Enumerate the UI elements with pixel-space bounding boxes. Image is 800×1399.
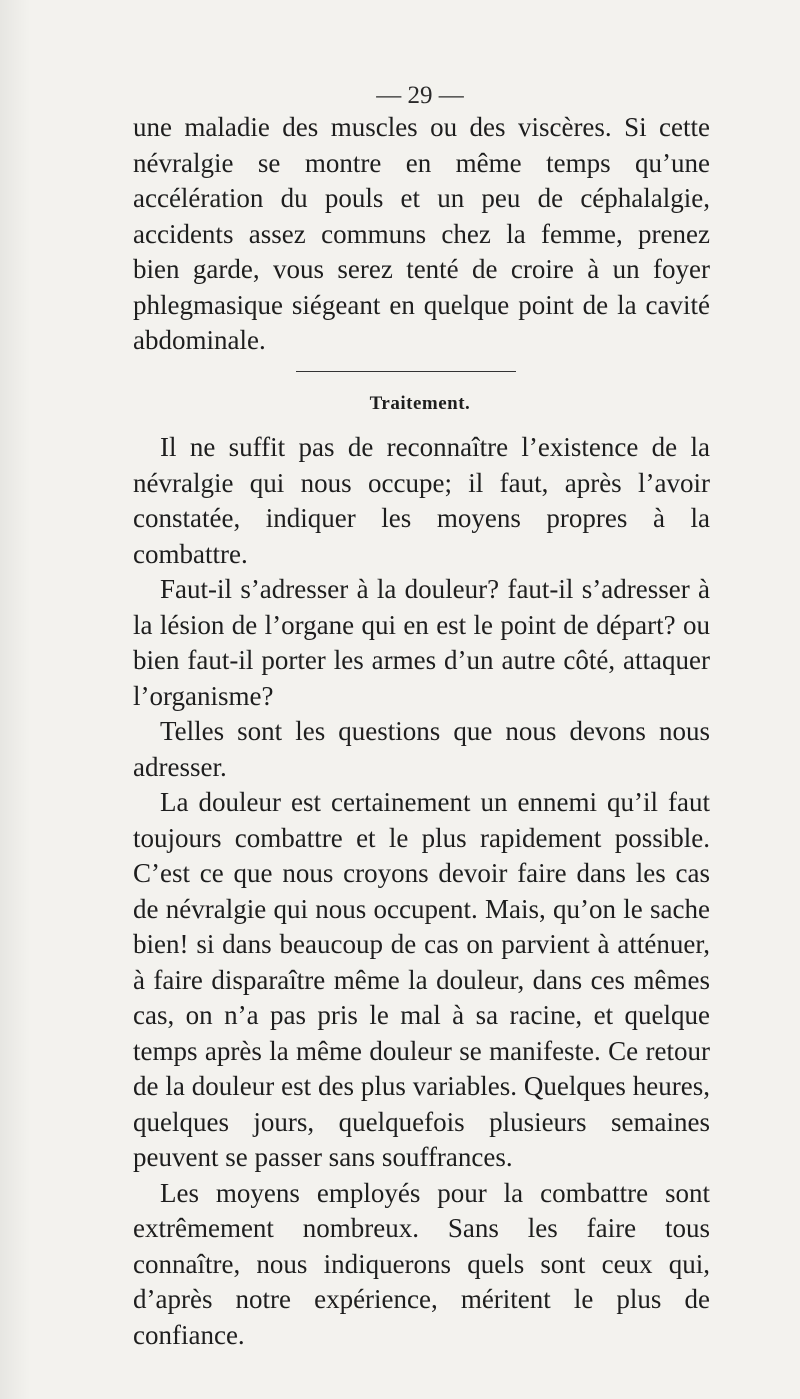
paragraph: Les moyens employés pour la combattre sont extrêmement nombreux. Sans les faire tous connaître, nous indiquerons quels sont ceux qui, d’après notre expérience, méritent le plus de confiance.: [133, 1177, 710, 1350]
paragraph: La douleur est certainement un ennemi qu’il faut toujours combattre et le plus rapidement possible. C’est ce que nous croyons devoir faire dans les cas de névralgie qui nous occupent. Mais, qu’on le sache bien! si dans beaucoup de cas on parvient à atténuer, à faire disparaître même la douleur, dans ces mêmes cas, on n’a pas pris le mal à sa racine, et quelque temps après la même douleur se manifeste. Ce retour de la douleur est des plus variables. Quelques heures, quelques jours, quelquefois plusieurs semaines peuvent se passer sans souffrances.: [133, 787, 710, 1172]
section-divider: [296, 371, 516, 372]
intro-paragraph: une maladie des muscles ou des viscères. Si cette névralgie se montre en même temps qu’une accélération du pouls et un peu de céphalalgie, accidents assez communs chez la femme, prenez bien garde, vous serez tenté de croire à un foyer phlegmasique siégeant en quelque point de la cavité abdominale.: [133, 112, 710, 355]
intro-paragraph-block: [133, 110, 710, 359]
paragraph: Faut-il s’adresser à la douleur? faut-il s’adresser à la lésion de l’organe qui en est le point de départ? ou bien faut-il porter les armes d’un autre côté, attaquer l’organisme?: [133, 574, 710, 711]
section-heading: Traitement.: [369, 393, 471, 414]
body-text-block: [133, 430, 710, 1353]
paragraph: Il ne suffit pas de reconnaître l’existence de la névralgie qui nous occupe; il faut, après l’avoir constatée, indiquer les moyens propres à la combattre.: [133, 432, 710, 569]
page-number: — 29 —: [376, 82, 464, 109]
paragraph: Telles sont les questions que nous devons nous adresser.: [133, 716, 710, 782]
